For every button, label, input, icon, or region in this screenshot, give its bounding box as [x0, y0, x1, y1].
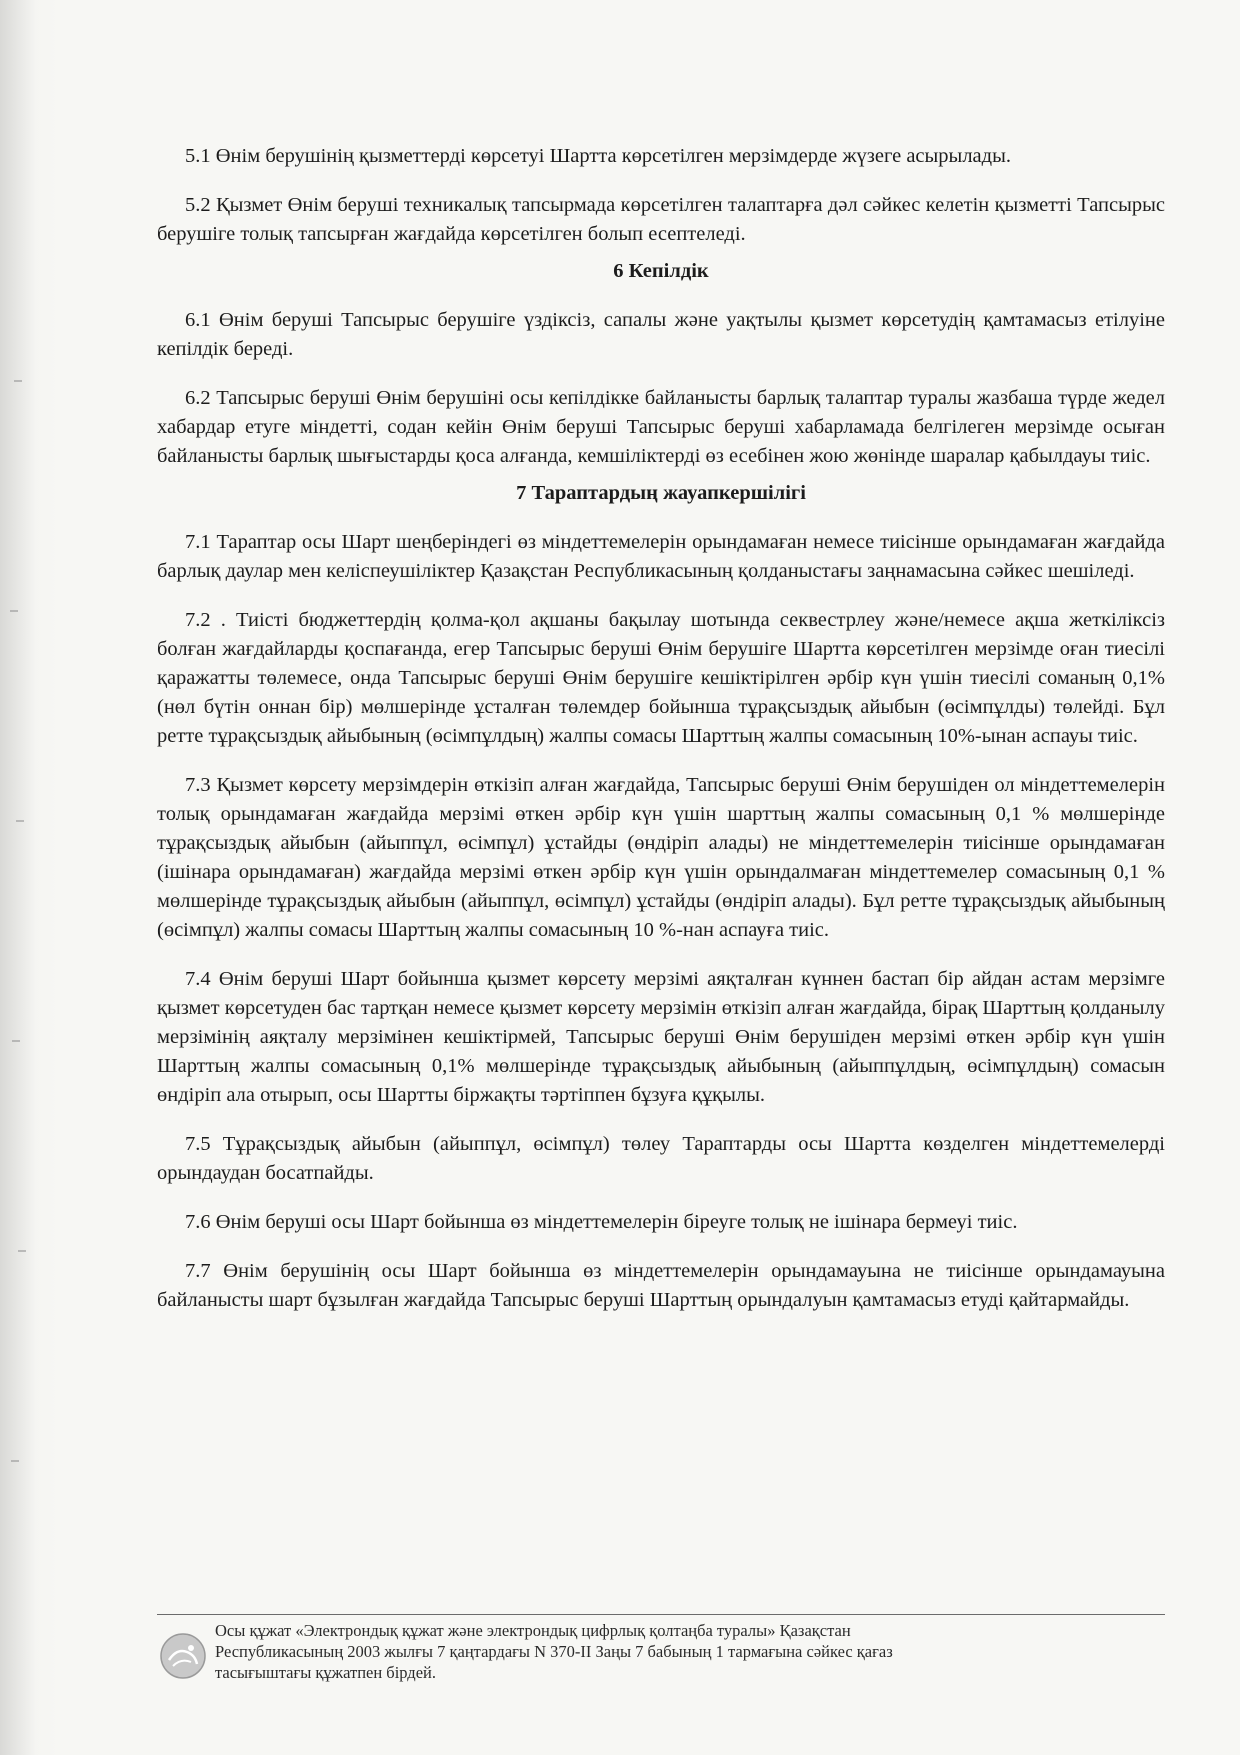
- paragraph-7-3: 7.3 Қызмет көрсету мерзімдерін өткізіп алған жағдайда, Тапсырыс беруші Өнім берушіден ол міндеттемелерін толық орындамаған жағдайда мерзімі өткен әрбір күн үшін шарттың жалпы сомасының 0,1 % мөлшерінде тұрақсыздық айыбын (айыппұл, өсімпұл) ұстайды (өндіріп алады) не міндеттемелерін тиісінше орындамаған (ішінара орындамаған) жағдайда мерзімі өткен әрбір күн үшін орындалмаған міндеттемелер сомасының 0,1 % мөлшерінде тұрақсыздық айыбын (айыппұл, өсімпұл) ұстайды (өндіріп алады). Бұл ретте тұрақсыздық айыбының (өсімпұл) жалпы сомасы Шарттың жалпы сомасының 10 %-нан аспауға тиіс.: [157, 774, 1165, 941]
- scan-speck: [10, 610, 18, 612]
- footer-line-3: тасығыштағы құжатпен бірдей.: [215, 1663, 436, 1682]
- scan-speck: [11, 1460, 19, 1462]
- paragraph-5-1: 5.1 Өнім берушінің қызметтерді көрсетуі Шартта көрсетілген мерзімдерде жүзеге асырылады.: [185, 145, 1011, 167]
- paragraph-7-1: 7.1 Тараптар осы Шарт шеңберіндегі өз міндеттемелерін орындамаған немесе тиісінше орындамаған жағдайда барлық даулар мен келіспеушіліктер Қазақстан Республикасының қолданыстағы заңнамасына сәйкес шешіледі.: [157, 531, 1165, 582]
- scan-edge-shadow: [0, 0, 60, 1755]
- section-heading-7: 7 Тараптардың жауапкершілігі: [516, 482, 806, 504]
- paragraph-7-6: 7.6 Өнім беруші осы Шарт бойынша өз міндеттемелерін біреуге толық не ішінара бермеуі тиіс.: [185, 1211, 1018, 1233]
- footer-notice: [157, 1620, 1165, 1683]
- footer-line-2: Республикасының 2003 жылғы 7 қаңтардағы N 370-II Заңы 7 бабының 1 тармағына сәйкес қағаз: [215, 1642, 893, 1661]
- footer-line-1: Осы құжат «Электрондық құжат және электрондық цифрлық қолтаңба туралы» Қазақстан: [215, 1621, 851, 1640]
- footer-divider: [157, 1614, 1165, 1615]
- scan-speck: [16, 820, 24, 822]
- scan-speck: [12, 1040, 20, 1042]
- paragraph-5-2: 5.2 Қызмет Өнім беруші техникалық тапсырмада көрсетілген талаптарға дәл сәйкес келетін қызметті Тапсырыс берушіге толық тапсырған жағдайда көрсетілген болып есептеледі.: [157, 194, 1165, 245]
- footer-text-block: [215, 1620, 1095, 1683]
- paragraph-7-4: 7.4 Өнім беруші Шарт бойынша қызмет көрсету мерзімі аяқталған күннен бастап бір айдан астам мерзімге қызмет көрсетуден бас тартқан немесе қызмет көрсету мерзімін өткізіп алған жағдайда, бірақ Шарттың қолданылу мерзімінің аяқталу мерзімінен кешіктірмей, Тапсырыс беруші Өнім берушіден мерзімі өткен әрбір күн үшін Шарттың жалпы сомасының 0,1% мөлшерінде тұрақсыздық айыбының (айыппұлдың, өсімпұлдың) сомасын өндіріп ала отырып, осы Шартты біржақты тәртіппен бұзуға құқылы.: [157, 968, 1165, 1106]
- scan-speck: [14, 380, 22, 382]
- document-body: [157, 142, 1165, 1315]
- section-heading-6: 6 Кепілдік: [613, 260, 709, 282]
- paragraph-7-7: 7.7 Өнім берушінің осы Шарт бойынша өз міндеттемелерін орындамауына не тиісінше орындамауына байланысты шарт бұзылған жағдайда Тапсырыс беруші Шарттың орындалуын қамтамасыз етуді қайтармайды.: [157, 1260, 1165, 1311]
- paragraph-6-2: 6.2 Тапсырыс беруші Өнім берушіні осы кепілдікке байланысты барлық талаптар туралы жазбаша түрде жедел хабардар етуге міндетті, содан кейін Өнім беруші Тапсырыс беруші хабарламада белгілеген мерзімде осыған байланысты барлық шығыстарды қоса алғанда, кемшіліктерді өз есебінен жою жөнінде шаралар қабылдауы тиіс.: [157, 387, 1165, 467]
- e-document-seal-icon: [157, 1630, 209, 1682]
- paragraph-6-1: 6.1 Өнім беруші Тапсырыс берушіге үздіксіз, сапалы және уақтылы қызмет көрсетудің қамтамасыз етілуіне кепілдік береді.: [157, 309, 1165, 360]
- paragraph-7-2: 7.2 . Тиісті бюджеттердің қолма-қол ақшаны бақылау шотында секвестрлеу және/немесе ақша жеткіліксіз болған жағдайларды қоспағанда, егер Тапсырыс беруші Өнім берушіге Шартта көрсетілген мерзімде оған тиесілі қаражатты төлемесе, онда Тапсырыс беруші Өнім берушіге кешіктірілген әрбір күн үшін тиесілі соманың 0,1% (нөл бүтін оннан бір) мөлшерінде ұсталған төлемдер бойынша тұрақсыздық айыбын (өсімпұлды) төлейді. Бұл ретте тұрақсыздық айыбының (өсімпұлдың) жалпы сомасы Шарттың жалпы сомасының 10%-ынан аспауы тиіс.: [157, 609, 1165, 747]
- paragraph-7-5: 7.5 Тұрақсыздық айыбын (айыппұл, өсімпұл) төлеу Тараптарды осы Шартта көзделген міндеттемелерді орындаудан босатпайды.: [157, 1133, 1165, 1184]
- scan-speck: [18, 1250, 26, 1252]
